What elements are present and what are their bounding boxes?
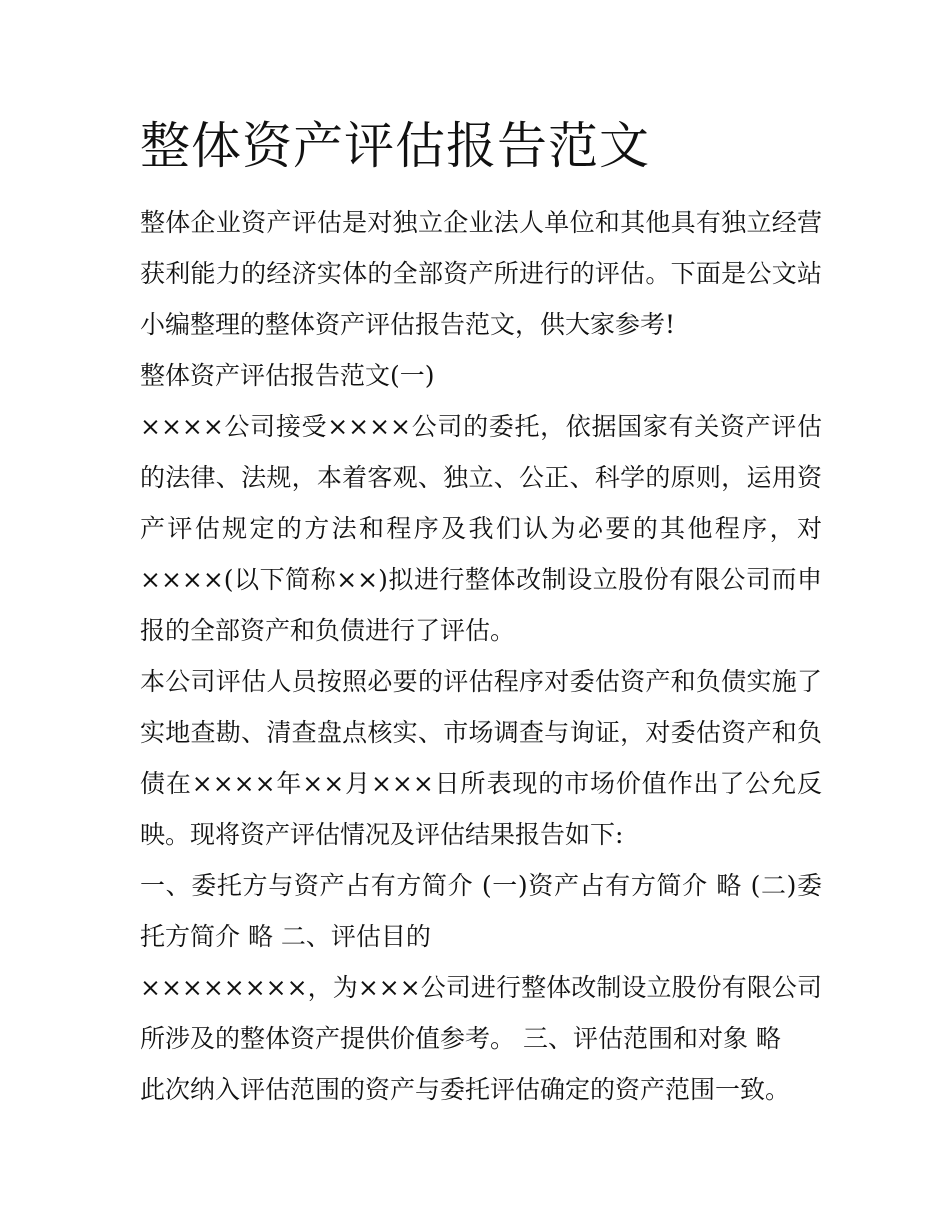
paragraph-section-heading: 整体资产评估报告范文(一): [140, 361, 435, 390]
paragraph-scope: 此次纳入评估范围的资产与委托评估确定的资产范围一致。: [140, 1075, 791, 1104]
paragraph-engagement: ××××公司接受××××公司的委托，依据国家有关资产评估的法律、法规，本着客观、独立、公正、科学的原则，运用资产评估规定的方法和程序及我们认为必要的其他程序，对××××(以下简称××)拟进行整体改制设立股份有限公司而申报的全部资产和负债进行了评估。: [140, 412, 822, 645]
document-title: 整体资产评估报告范文: [140, 117, 650, 175]
paragraph-procedure: 本公司评估人员按照必要的评估程序对委估资产和负债实施了实地查勘、清查盘点核实、市场调查与询证，对委估资产和负债在××××年××月×××日所表现的市场价值作出了公允反映。现将资产评估情况及评估结果报告如下:: [140, 667, 822, 849]
paragraph-purpose: ××××××××，为×××公司进行整体改制设立股份有限公司所涉及的整体资产提供价值参考。 三、评估范围和对象 略: [140, 973, 822, 1053]
paragraph-intro: 整体企业资产评估是对独立企业法人单位和其他具有独立经营获利能力的经济实体的全部资产所进行的评估。下面是公文站小编整理的整体资产评估报告范文，供大家参考!: [140, 208, 822, 339]
paragraph-parties: 一、委托方与资产占有方简介 (一)资产占有方简介 略 (二)委托方简介 略 二、评估目的: [140, 871, 822, 951]
document-body: [140, 197, 822, 1115]
